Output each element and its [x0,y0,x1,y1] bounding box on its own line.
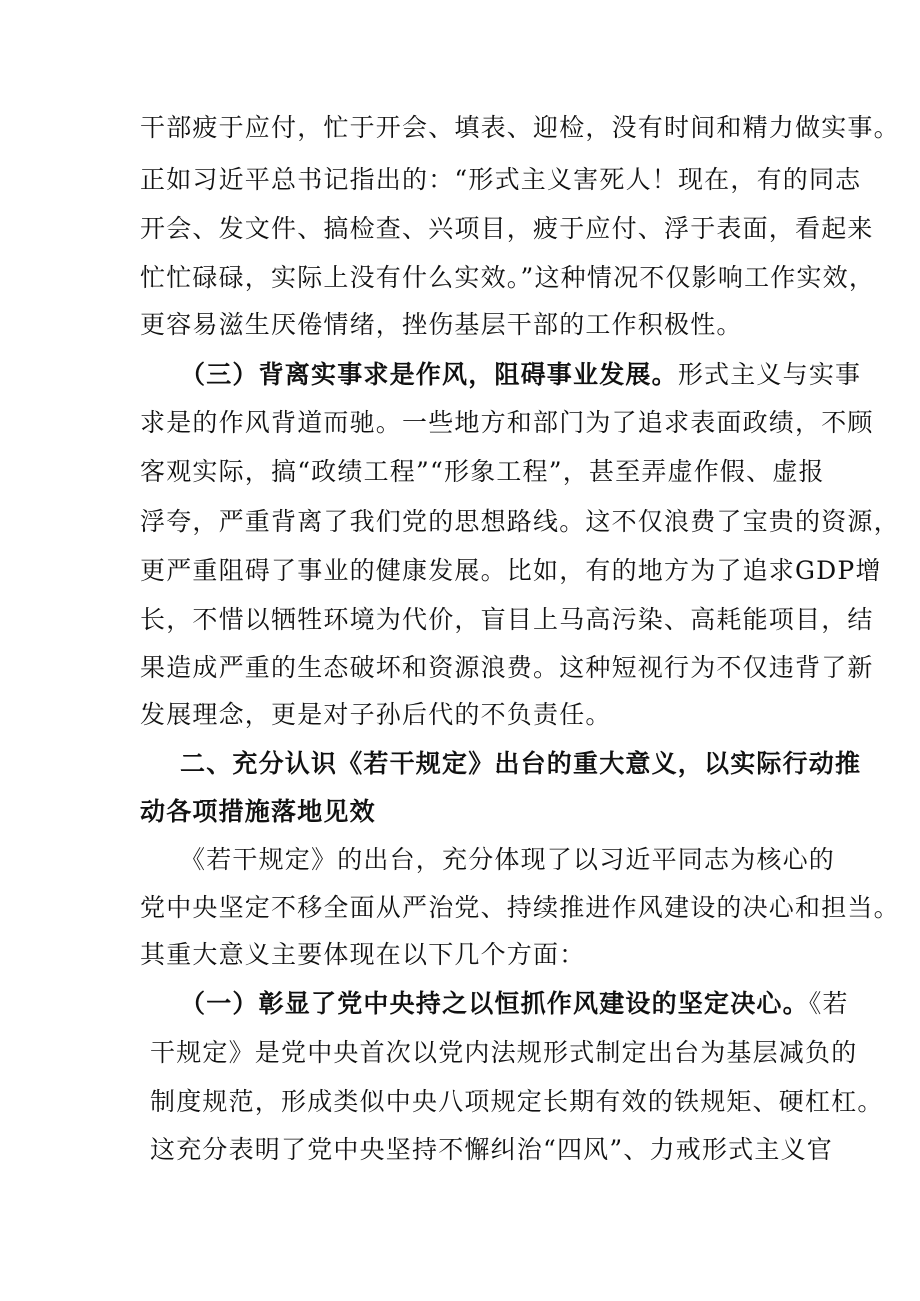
paragraph-line: 干规定》是党中央首次以党内法规形式制定出台为基层减负的 [150,1038,858,1067]
paragraph-line: 开会、发文件、搞检查、兴项目，疲于应付、浮于表面，看起来 [140,214,874,243]
section-3-heading: （三）背离实事求是作风，阻碍事业发展。 [180,360,678,389]
paragraph-line: 党中央坚定不移全面从严治党、持续推进作风建设的决心和担当。 [140,893,900,922]
section-1-first-line [180,984,849,1024]
paragraph-line: 正如习近平总书记指出的：“形式主义害死人！现在，有的同志 [140,165,862,194]
part-2-heading-line-2: 动各项措施落地见效 [140,797,376,826]
section-1-heading: （一）彰显了党中央持之以恒抓作风建设的坚定决心。 [180,989,809,1018]
paragraph-line: 浮夸，严重背离了我们党的思想路线。这不仅浪费了宝贵的资源， [140,507,900,536]
paragraph-line: 长，不惜以牺牲环境为代价，盲目上马高污染、高耗能项目，结 [140,605,874,634]
paragraph-line: 这充分表明了党中央坚持不懈纠治“四风”、力戒形式主义官 [150,1135,833,1164]
paragraph-line: 干部疲于应付，忙于开会、填表、迎检，没有时间和精力做实事。 [140,113,900,142]
paragraph-line: 其重大意义主要体现在以下几个方面： [140,940,586,969]
paragraph-line: 忙忙碌碌，实际上没有什么实效。”这种情况不仅影响工作实效， [140,263,876,292]
paragraph-line: 果造成严重的生态破坏和资源浪费。这种短视行为不仅违背了新 [140,653,874,682]
paragraph-line: 《若干规定》的出台，充分体现了以习近平同志为核心的 [180,845,836,874]
section-3-first-line [180,355,862,395]
paragraph-line: 客观实际，搞“政绩工程”“形象工程”，甚至弄虚作假、虚报 [140,457,825,486]
paragraph-line: 更严重阻碍了事业的健康发展。比如，有的地方为了追求GDP增 [140,556,882,585]
paragraph-line: 制度规范，形成类似中央八项规定长期有效的铁规矩、硬杠杠。 [150,1087,884,1116]
paragraph-line: 发展理念，更是对子孙后代的不负责任。 [140,700,612,729]
paragraph-line: 更容易滋生厌倦情绪，挫伤基层干部的工作积极性。 [140,310,743,339]
section-1-first-line-text: 《若 [808,989,849,1018]
section-3-first-line-text: 形式主义与实事 [677,360,862,389]
part-2-heading-line-1: 二、充分认识《若干规定》出台的重大意义，以实际行动推 [180,749,862,778]
paragraph-line: 求是的作风背道而驰。一些地方和部门为了追求表面政绩，不顾 [140,408,874,437]
